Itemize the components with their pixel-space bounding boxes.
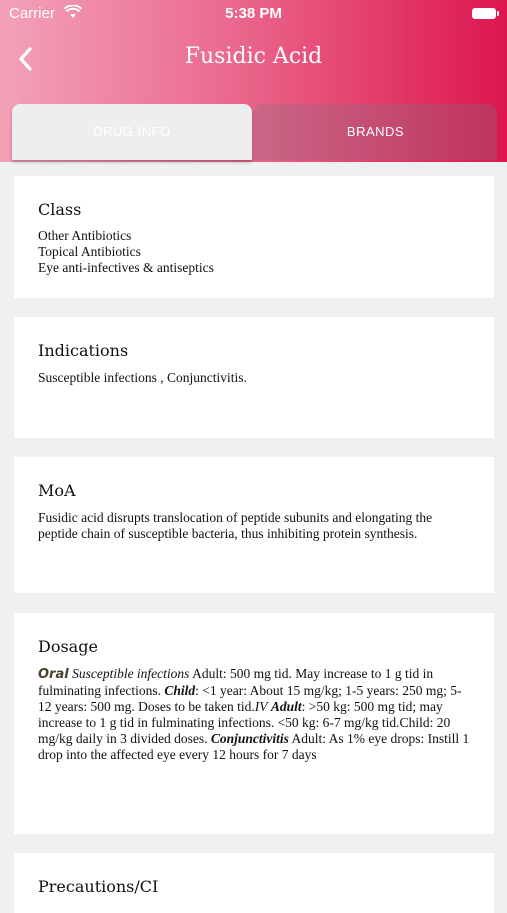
dosage-text-part: : <1 year: About 15 mg/kg; 1-5 years: 250 mg; 5-12 years: 500 mg. Doses to be taken tid. bbox=[38, 683, 462, 714]
dosage-group-label: Adult bbox=[270, 699, 302, 714]
dosage-text-part: Adult: As 1% eye drops: Instill 1 drop into the affected eye every 12 hours for 7 days bbox=[38, 731, 470, 762]
dosage-heading: Dosage bbox=[38, 637, 98, 656]
dosage-text bbox=[38, 666, 470, 763]
moa-card bbox=[14, 457, 494, 593]
indications-heading: Indications bbox=[38, 341, 129, 360]
class-item: Other Antibiotics bbox=[38, 228, 132, 243]
tab-bar bbox=[10, 104, 497, 162]
precautions-card bbox=[14, 853, 494, 913]
indications-text: Susceptible infections , Conjunctivitis. bbox=[38, 370, 247, 385]
class-list bbox=[38, 228, 470, 276]
dosage-group-label: Child bbox=[164, 683, 196, 698]
battery-tip bbox=[497, 11, 499, 16]
moa-heading: MoA bbox=[38, 481, 76, 500]
class-heading: Class bbox=[38, 200, 82, 219]
dosage-route-label: IV bbox=[254, 699, 268, 714]
moa-text: Fusidic acid disrupts translocation of peptide subunits and elongating the peptide chain of susceptible bacteria, thus inhibiting protein synthesis. bbox=[38, 510, 433, 541]
precautions-heading: Precautions/CI bbox=[38, 877, 159, 896]
tab-drug-info[interactable]: DRUG INFO bbox=[12, 104, 252, 160]
class-item: Topical Antibiotics bbox=[38, 244, 141, 259]
indications-card bbox=[14, 317, 494, 438]
class-item: Eye anti-infectives & antiseptics bbox=[38, 260, 214, 275]
carrier-label: Carrier bbox=[9, 5, 55, 22]
clock: 5:38 PM bbox=[225, 5, 282, 22]
class-card bbox=[14, 176, 494, 298]
header bbox=[0, 0, 507, 162]
page-title: Fusidic Acid bbox=[184, 44, 323, 69]
dosage-card bbox=[14, 613, 494, 834]
dosage-text-part: : >50 kg: 500 mg tid; may increase to 1 g tid in fulminating infections. <50 kg: 6-7 mg/kg tid.Child: 20 mg/kg daily in 3 divided doses. bbox=[38, 699, 451, 746]
dosage-text-part: Adult: 500 mg tid. May increase to 1 g tid in fulminating infections. bbox=[38, 666, 434, 698]
battery-icon bbox=[472, 8, 496, 19]
status-bar bbox=[0, 0, 507, 28]
route-label: Oral bbox=[38, 667, 69, 682]
dosage-indication: Susceptible infections bbox=[72, 666, 190, 681]
dosage-indication-bold: Conjunctivitis bbox=[210, 731, 289, 746]
tab-brands[interactable]: BRANDS bbox=[254, 104, 497, 160]
